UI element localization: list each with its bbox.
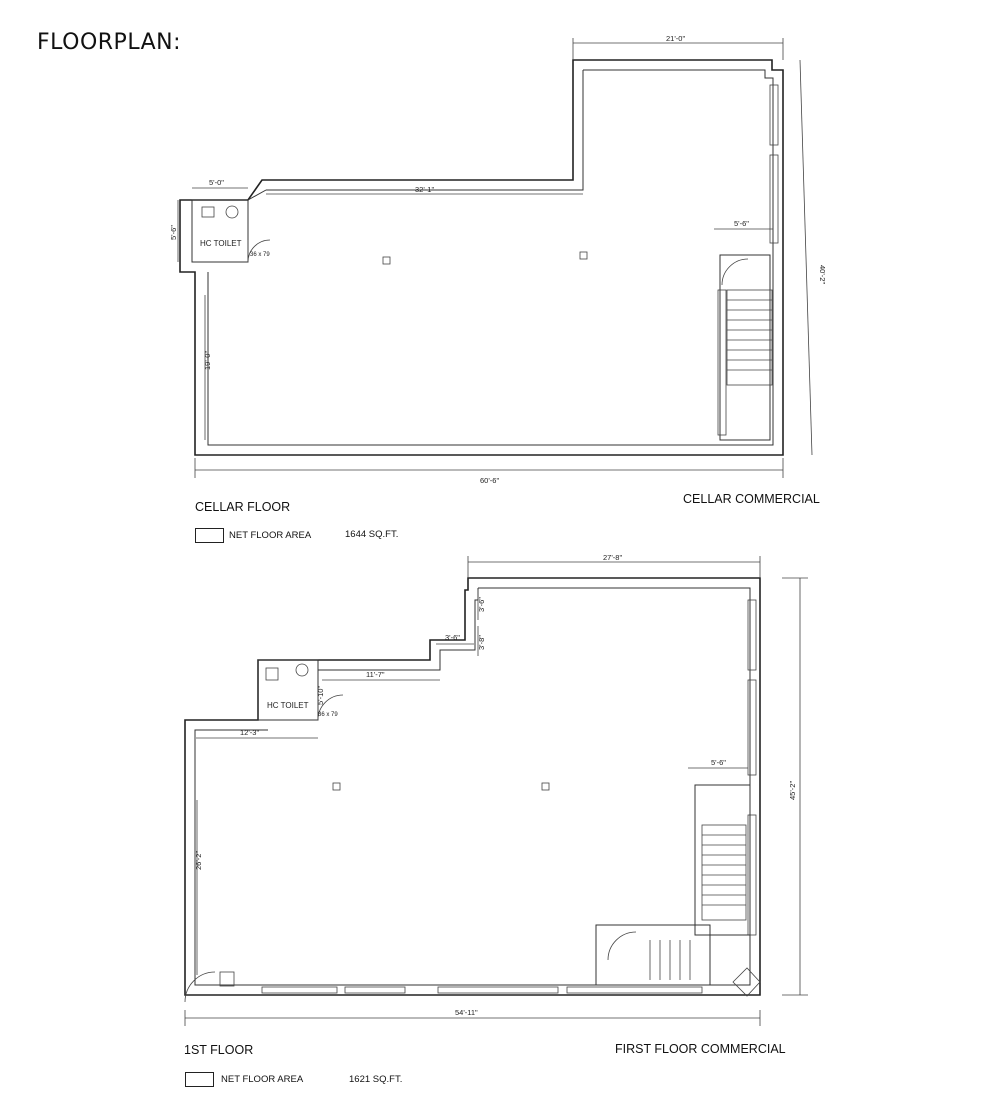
toilet-label: HC TOILET <box>200 239 242 248</box>
door-label: 36 x 79 <box>250 252 270 258</box>
dim-label: 26'-2" <box>194 850 203 870</box>
dim-label: 3'-6" <box>477 597 486 612</box>
first-area: 1621 SQ.FT. <box>349 1074 403 1085</box>
dim-label: 60'-6" <box>480 476 500 485</box>
cellar-column <box>383 257 390 264</box>
cellar-legend-swatch <box>195 528 224 543</box>
dim-label: 3'-8" <box>477 635 486 650</box>
cellar-legend-label: NET FLOOR AREA <box>229 530 312 541</box>
dim-label: 5'-0" <box>209 178 224 187</box>
door-label: 36 x 79 <box>318 712 338 718</box>
first-commercial-label: FIRST FLOOR COMMERCIAL <box>615 1042 786 1056</box>
first-toilet-room <box>258 660 318 720</box>
first-stair <box>596 785 760 996</box>
dim-label: 40'-2" <box>818 265 827 285</box>
dim-label: 21'-0" <box>666 34 686 43</box>
cellar-commercial-label: CELLAR COMMERCIAL <box>683 492 820 506</box>
dim-label: 5'-6" <box>169 225 178 240</box>
dim-label: 5'-10" <box>316 685 325 705</box>
first-legend-swatch <box>185 1072 214 1087</box>
first-outer-wall <box>185 578 760 995</box>
first-column <box>542 783 549 790</box>
dim-label: 12'-3" <box>240 728 260 737</box>
page-title: FLOORPLAN: <box>37 30 181 55</box>
first-column <box>333 783 340 790</box>
dim-label: 32'-1" <box>415 185 435 194</box>
first-floor-label: 1ST FLOOR <box>184 1043 254 1057</box>
toilet-label: HC TOILET <box>267 701 309 710</box>
cellar-outer-wall <box>180 60 783 455</box>
cellar-inner-wall <box>208 70 773 445</box>
cellar-floorplan <box>169 34 827 485</box>
cellar-stair <box>718 255 772 440</box>
dim-label: 3'-6" <box>445 633 460 642</box>
first-floorplan <box>185 553 808 1026</box>
cellar-toilet-room <box>192 200 248 262</box>
dim-label: 54'-11" <box>455 1008 478 1017</box>
dim-label: 27'-8" <box>603 553 623 562</box>
dim-label: 11'-7" <box>366 670 385 679</box>
cellar-area: 1644 SQ.FT. <box>345 529 399 540</box>
dim-label: 19'-0" <box>203 350 212 370</box>
first-legend-label: NET FLOOR AREA <box>221 1074 304 1085</box>
dim-label: 5'-6" <box>711 758 726 767</box>
cellar-floor-label: CELLAR FLOOR <box>195 500 291 514</box>
cellar-column <box>580 252 587 259</box>
dim-label: 45'-2" <box>788 780 797 800</box>
dim-label: 5'-6" <box>734 219 749 228</box>
